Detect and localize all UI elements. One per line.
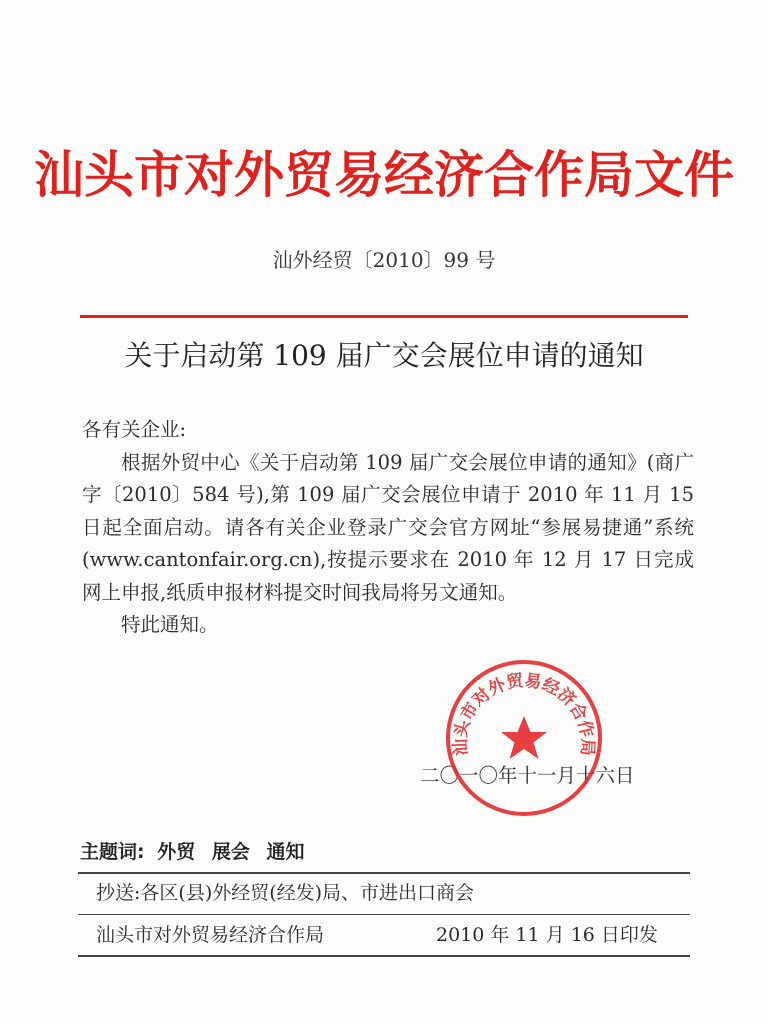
keyword-item: 外贸 (157, 841, 196, 863)
issuing-office: 汕头市对外贸易经济合作局 (96, 924, 325, 946)
print-date: 2010 年 11 月 16 日印发 (436, 924, 658, 946)
keywords-label: 主题词: (80, 841, 145, 863)
keyword-item: 展会 (211, 841, 250, 863)
footer-rule-bottom (78, 955, 690, 957)
seal-text: 汕头市对外贸易经济合作局 (450, 670, 598, 757)
notice-body (82, 414, 694, 642)
document-header-title: 汕头市对外贸易经济合作局文件 (34, 145, 734, 204)
notice-title: 关于启动第 109 届广交会展位申请的通知 (124, 339, 644, 372)
keyword-item: 通知 (266, 841, 305, 863)
red-divider (80, 315, 688, 318)
closing-paragraph: 特此通知。 (121, 613, 219, 636)
footer-rule-top (78, 872, 690, 874)
footer-rule-middle (78, 914, 690, 915)
salutation: 各有关企业: (82, 418, 187, 441)
body-paragraph: 根据外贸中心《关于启动第 109 届广交会展位申请的通知》(商广字〔2010〕584 号),第 109 届广交会展位申请于 2010 年 11 月 15 日起全面启动。请各有关企业登录广交会官方网址“参展易捷通”系统(www.cantonfair.org.cn),按提示要求在 2010 年 12 月 17 日完成网上申报,纸质申报材料提交时间我局将另文通知。 (82, 450, 694, 604)
cc-recipients: 抄送:各区(县)外经贸(经发)局、市进出口商会 (96, 882, 475, 904)
document-number: 汕外经贸〔2010〕99 号 (272, 248, 496, 272)
signature-date: 二〇一〇年十一月十六日 (420, 764, 635, 787)
subject-keywords (80, 838, 315, 866)
star-icon (501, 716, 547, 759)
official-seal-icon (444, 658, 604, 818)
